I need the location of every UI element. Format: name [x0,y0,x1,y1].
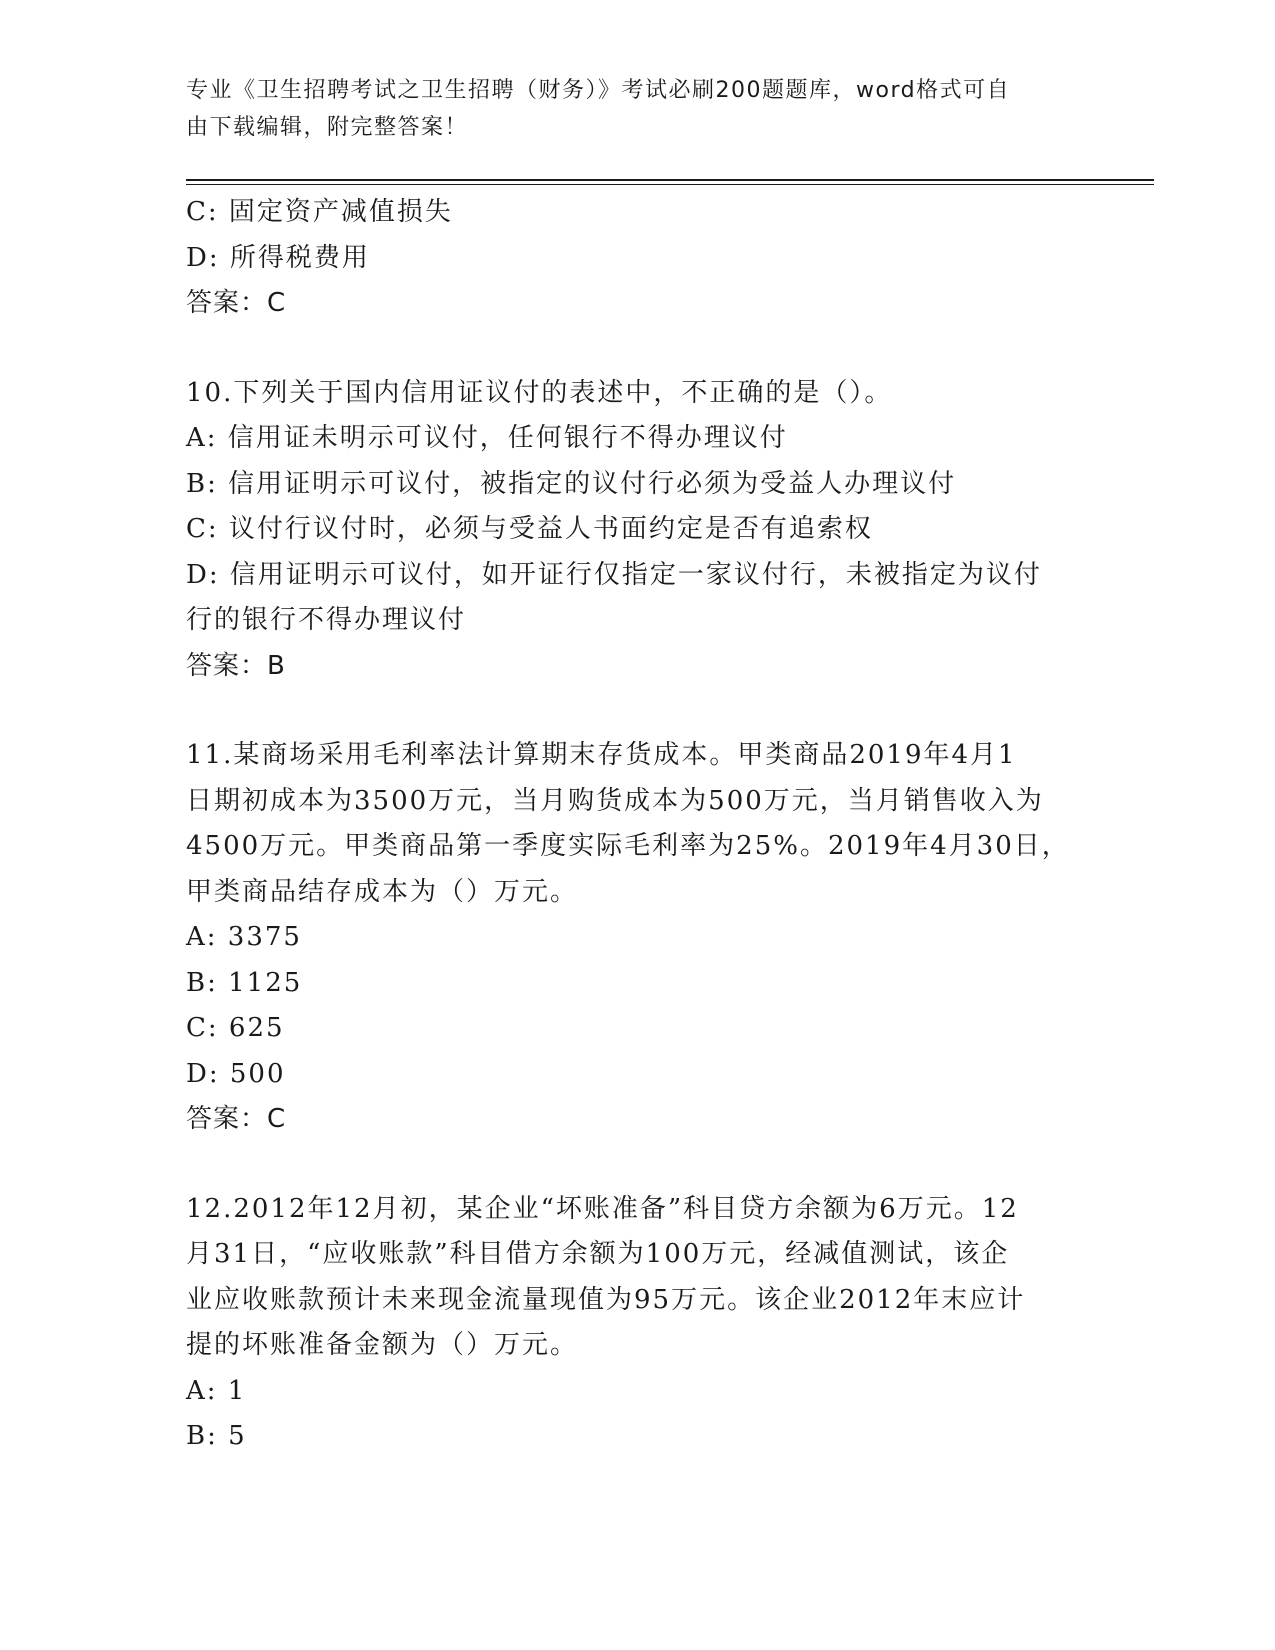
question-stem-line: 业应收账款预计未来现金流量现值为95万元。该企业2012年末应计 [186,1284,1026,1315]
option-d: D: 500 [186,1058,286,1089]
question-stem-line: 11.某商场采用毛利率法计算期末存货成本。甲类商品2019年4月1 [186,740,1017,770]
question-10 [186,371,1066,690]
option-c: C: 固定资产减值损失 [186,197,453,227]
option-a: A: 3375 [186,922,302,952]
option-a: A: 1 [186,1375,247,1406]
option-d: D: 信用证明示可议付，如开证行仅指定一家议付行，未被指定为议付 [186,559,1042,590]
option-d: D: 所得税费用 [186,242,370,273]
question-content [186,190,1070,1460]
question-stem-line: 提的坏账准备金额为（）万元。 [186,1330,579,1360]
header-line-1: 专业《卫生招聘考试之卫生招聘（财务）》考试必刷200题题库，word格式可自 [186,78,1011,103]
question-stem-line: 10.下列关于国内信用证议付的表述中，不正确的是（）。 [186,377,893,408]
answer-line: 答案：B [186,650,286,681]
header-divider-thin [186,184,1154,185]
option-a: A: 信用证未明示可议付，任何银行不得办理议付 [186,423,788,453]
question-stem-line: 甲类商品结存成本为（）万元。 [186,876,579,907]
header-divider-thick [186,179,1154,181]
question-spacer [186,327,1066,371]
question-9-tail [186,190,1066,327]
question-spacer [186,689,1066,733]
document-header [186,72,1066,146]
option-b: B: 5 [186,1421,247,1451]
header-line-2: 由下载编辑，附完整答案！ [186,115,469,140]
question-stem-line: 日期初成本为3500万元，当月购货成本为500万元，当月销售收入为 [186,785,1044,816]
question-stem-line: 12.2012年12月初，某企业“坏账准备”科目贷方余额为6万元。12 [186,1193,1019,1224]
question-stem-line: 4500万元。甲类商品第一季度实际毛利率为25%。2019年4月30日， [186,831,1070,861]
option-c: C: 议付行议付时，必须与受益人书面约定是否有追索权 [186,514,873,544]
question-11 [186,733,1070,1143]
option-b: B: 信用证明示可议付，被指定的议付行必须为受益人办理议付 [186,468,957,499]
question-spacer [186,1143,1066,1187]
answer-line: 答案：C [186,1104,287,1134]
answer-line: 答案：C [186,288,287,318]
question-12 [186,1187,1066,1460]
option-c: C: 625 [186,1013,285,1043]
option-d-continued: 行的银行不得办理议付 [186,605,467,635]
question-stem-line: 月31日，“应收账款”科目借方余额为100万元，经减值测试，该企 [186,1239,1010,1269]
option-b: B: 1125 [186,967,303,998]
